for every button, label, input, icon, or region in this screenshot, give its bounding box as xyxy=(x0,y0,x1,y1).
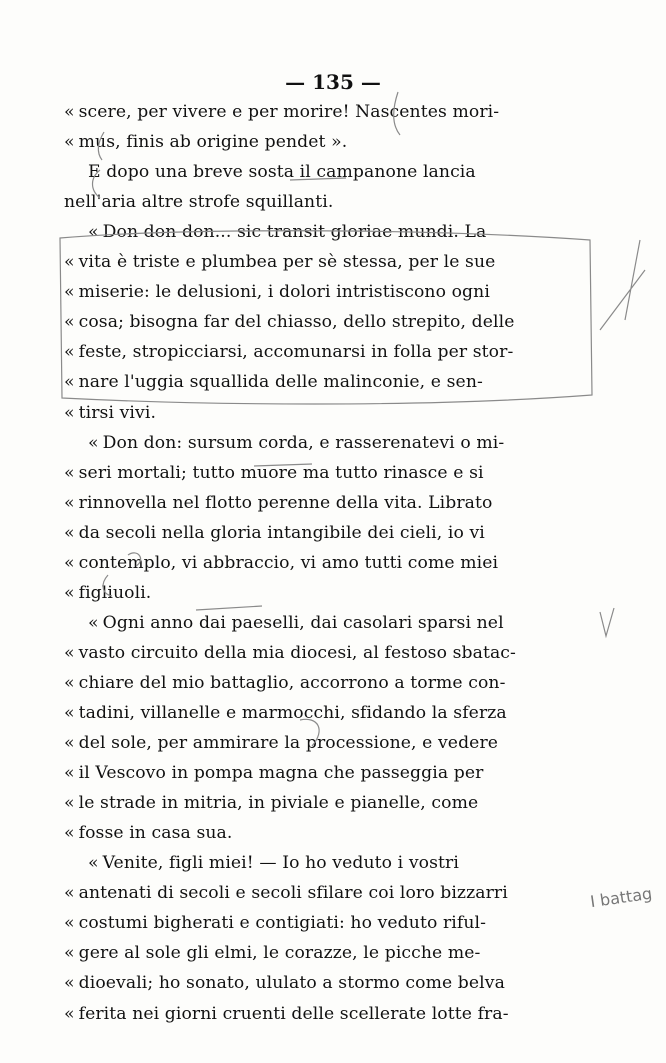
quote-mark: « xyxy=(64,1003,75,1024)
quote-mark: « xyxy=(64,132,75,153)
quote-mark: « xyxy=(64,492,75,513)
text-line xyxy=(88,218,486,246)
line-text: figliuoli. xyxy=(78,582,152,603)
line-text: dioevali; ho sonato, ululato a stormo come belva xyxy=(78,973,505,994)
text-line xyxy=(64,879,508,907)
quote-mark: « xyxy=(64,913,75,934)
text-line xyxy=(64,98,499,126)
text-line xyxy=(64,399,156,427)
line-text: Ogni anno dai paeselli, dai casolari sparsi nel xyxy=(102,612,504,633)
line-text: miserie: le delusioni, i dolori intristiscono ogni xyxy=(78,282,490,303)
line-text: feste, stropicciarsi, accomunarsi in folla per stor- xyxy=(78,342,514,363)
text-line xyxy=(88,609,504,637)
line-text: Don don don... sic transit gloriae mundi. La xyxy=(102,222,487,243)
line-text: tadini, villanelle e marmocchi, sfidando la sferza xyxy=(78,703,507,723)
line-text: il Vescovo in pompa magna che passeggia per xyxy=(78,763,484,784)
quote-mark: « xyxy=(64,342,75,363)
text-line xyxy=(64,759,483,787)
quote-mark: « xyxy=(64,793,75,814)
line-text: del sole, per ammirare la processione, e vedere xyxy=(78,733,499,754)
text-line xyxy=(64,699,507,727)
text-line xyxy=(64,549,498,577)
quote-mark: « xyxy=(64,372,75,393)
text-line xyxy=(88,849,459,877)
text-line xyxy=(64,519,485,547)
line-text: contemplo, vi abbraccio, vi amo tutti come miei xyxy=(78,552,499,573)
quote-mark: « xyxy=(88,432,99,453)
quote-mark: « xyxy=(64,973,75,994)
text-line xyxy=(64,188,333,216)
text-line xyxy=(64,128,347,156)
line-text: costumi bigherati e contigiati: ho veduto riful- xyxy=(78,913,487,934)
text-line xyxy=(64,1000,509,1028)
line-text: ferita nei giorni cruenti delle scellerate lotte fra- xyxy=(78,1003,509,1024)
quote-mark: « xyxy=(64,252,75,273)
line-text: seri mortali; tutto muore ma tutto rinasce e si xyxy=(78,462,484,483)
text-line xyxy=(64,248,495,276)
text-line xyxy=(64,909,486,937)
quote-mark: « xyxy=(88,853,99,874)
line-text: le strade in mitria, in piviale e pianelle, come xyxy=(78,793,479,814)
quote-mark: « xyxy=(64,823,75,844)
quote-mark: « xyxy=(64,462,75,483)
line-text: Venite, figli miei! — Io ho veduto i vostri xyxy=(102,853,459,874)
text-line xyxy=(64,789,478,817)
line-text: vita è triste e plumbea per sè stessa, per le sue xyxy=(78,252,496,273)
quote-mark: « xyxy=(88,222,99,243)
line-text: chiare del mio battaglio, accorrono a torme con- xyxy=(78,672,506,693)
line-text: cosa; bisogna far del chiasso, dello strepito, delle xyxy=(78,312,515,333)
line-text: vasto circuito della mia diocesi, al festoso sbatac- xyxy=(78,642,516,663)
text-line xyxy=(64,368,483,396)
line-text: scere, per vivere e per morire! Nascentes mori- xyxy=(78,102,500,122)
text-line xyxy=(64,819,232,847)
quote-mark: « xyxy=(64,582,75,603)
line-text: da secoli nella gloria intangibile dei cieli, io vi xyxy=(78,522,485,543)
line-text: nare l'uggia squallida delle malinconie, e sen- xyxy=(78,372,483,393)
line-text: nell'aria altre strofe squillanti. xyxy=(64,192,334,213)
margin-note: I battag xyxy=(588,883,654,912)
quote-mark: « xyxy=(64,733,75,754)
text-line xyxy=(64,939,480,967)
text-line xyxy=(64,489,492,517)
quote-mark: « xyxy=(64,102,75,122)
line-text: gere al sole gli elmi, le corazze, le picche me- xyxy=(78,943,481,964)
page-number: — 135 — xyxy=(285,70,381,94)
quote-mark: « xyxy=(64,312,75,333)
quote-mark: « xyxy=(88,612,99,633)
text-line xyxy=(64,969,505,997)
text-line xyxy=(64,308,514,336)
quote-mark: « xyxy=(64,552,75,573)
quote-mark: « xyxy=(64,703,75,723)
line-text: E dopo una breve sosta il campanone lancia xyxy=(88,162,476,183)
line-text: Don don: sursum corda, e rasserenatevi o mi- xyxy=(102,432,505,453)
text-line xyxy=(64,669,506,697)
quote-mark: « xyxy=(64,522,75,543)
text-line xyxy=(88,158,476,186)
line-text: fosse in casa sua. xyxy=(78,823,233,844)
text-line xyxy=(64,639,516,667)
quote-mark: « xyxy=(64,763,75,784)
quote-mark: « xyxy=(64,943,75,964)
line-text: antenati di secoli e secoli sfilare coi loro bizzarri xyxy=(78,883,508,904)
quote-mark: « xyxy=(64,672,75,693)
quote-mark: « xyxy=(64,282,75,303)
quote-mark: « xyxy=(64,883,75,904)
line-text: mus, finis ab origine pendet ». xyxy=(78,132,348,153)
quote-mark: « xyxy=(64,642,75,663)
text-line xyxy=(88,429,504,457)
text-line xyxy=(64,579,151,607)
line-text: rinnovella nel flotto perenne della vita. Librato xyxy=(78,492,493,513)
text-line xyxy=(64,729,498,757)
line-text: tirsi vivi. xyxy=(78,402,157,423)
text-line xyxy=(64,338,513,366)
text-line xyxy=(64,459,484,487)
quote-mark: « xyxy=(64,402,75,423)
text-line xyxy=(64,278,490,306)
